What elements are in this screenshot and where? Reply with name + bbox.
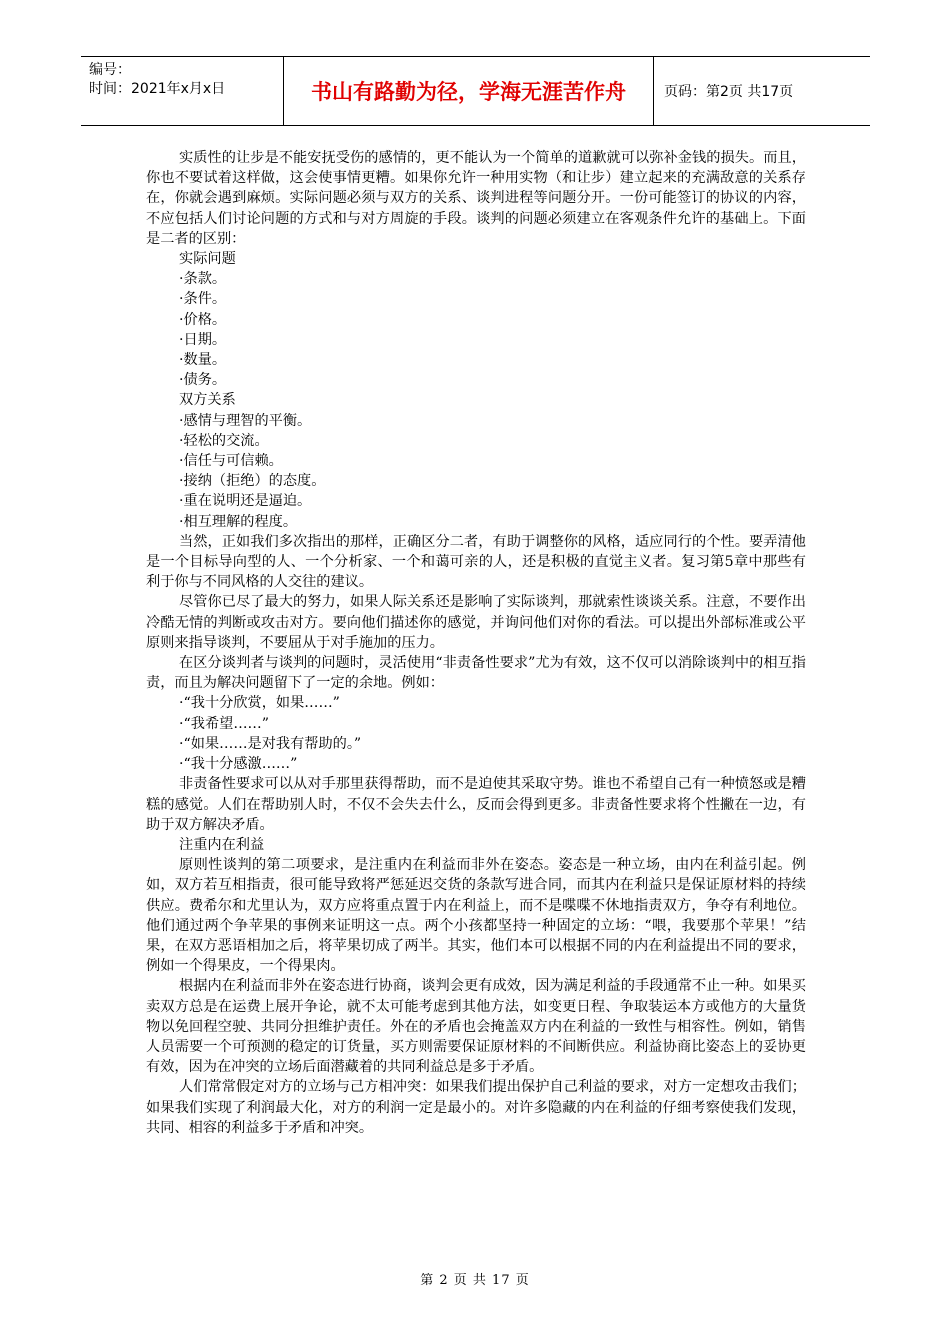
list-item: ·接纳（拒绝）的态度。 xyxy=(179,473,326,490)
list-item: ·条款。 xyxy=(179,271,227,288)
paragraph: 原则性谈判的第二项要求，是注重内在利益而非外在姿态。姿态是一种立场，由内在利益引起。例如，双方若互相指责，很可能导致将严惩延迟交货的条款写进合同，而其内在利益只是保证原材料的持续供应。费希尔和尤里认为，双方应将重点置于内在利益上，而不是喋喋不休地指责双方，争夺有利地位。他们通过两个争苹果的事例来证明这一点。两个小孩都坚持一种固定的立场：“喂，我要那个苹果！”结果，在双方恶语相加之后，将苹果切成了两半。其实，他们本可以根据不同的内在利益提出不同的要求，例如一个得果皮，一个得果肉。 xyxy=(146,857,806,975)
section-heading-practical: 实际问题 xyxy=(179,251,236,268)
list-item: ·价格。 xyxy=(179,311,227,328)
list-item: ·“如果……是对我有帮助的。” xyxy=(179,735,362,752)
list-item: ·“我十分感激……” xyxy=(179,756,298,773)
document-number-label: 编号： xyxy=(89,62,131,78)
paragraph: 根据内在利益而非外在姿态进行协商，谈判会更有成效，因为满足利益的手段通常不止一种。如果买卖双方总是在运费上展开争论，就不太可能考虑到其他方法，如变更日程、争取装运本方或他方的大量货物以免回程空驶、共同分担维护责任。外在的矛盾也会掩盖双方内在利益的一致性与相容性。例如，销售人员需要一个可预测的稳定的订货量，买方则需要保证原材料的不间断供应。利益协商比姿态上的妥协更有效，因为在冲突的立场后面潜藏着的共同利益总是多于矛盾。 xyxy=(146,978,806,1076)
list-item: ·重在说明还是逼迫。 xyxy=(179,493,312,510)
section-heading-relation: 双方关系 xyxy=(179,392,236,409)
document-date: 时间：2021年x月x日 xyxy=(89,81,226,97)
paragraph: 在区分谈判者与谈判的问题时，灵活使用“非责备性要求”尤为有效，这不仅可以消除谈判中的相互指责，而且为解决问题留下了一定的余地。例如： xyxy=(146,655,806,692)
list-item: ·债务。 xyxy=(179,372,227,389)
list-item: ·日期。 xyxy=(179,331,227,348)
list-item: ·条件。 xyxy=(179,291,227,308)
paragraph: 实质性的让步是不能安抚受伤的感情的，更不能认为一个简单的道歉就可以弥补金钱的损失。而且，你也不要试着这样做，这会使事情更糟。如果你允许一种用实物（和让步）建立起来的充满敌意的关系存在，你就会遇到麻烦。实际问题必须与双方的关系、谈判进程等问题分开。一份可能签订的协议的内容，不应包括人们讨论问题的方式和与对方周旋的手段。谈判的问题必须建立在客观条件允许的基础上。下面是二者的区别： xyxy=(146,150,806,247)
document-body xyxy=(146,148,806,1138)
list-item: ·感情与理智的平衡。 xyxy=(179,412,312,429)
header-motto: 书山有路勤为径，学海无涯苦作舟 xyxy=(284,57,654,125)
page-header xyxy=(81,56,870,126)
paragraph: 尽管你已尽了最大的努力，如果人际关系还是影响了实际谈判，那就索性谈谈关系。注意，不要作出冷酷无情的判断或攻击对方。要向他们描述你的感觉，并询问他们对你的看法。可以提出外部标准或公平原则来指导谈判，不要屈从于对手施加的压力。 xyxy=(146,594,806,651)
paragraph: 人们常常假定对方的立场与己方相冲突：如果我们提出保护自己利益的要求，对方一定想攻击我们；如果我们实现了利润最大化，对方的利润一定是最小的。对许多隐藏的内在利益的仔细考察使我们发现，共同、相容的利益多于矛盾和冲突。 xyxy=(146,1079,806,1136)
paragraph: 当然，正如我们多次指出的那样，正确区分二者，有助于调整你的风格，适应同行的个性。要弄清他是一个目标导向型的人、一个分析家、一个和蔼可亲的人，还是积极的直觉主义者。复习第5章中那些有利于你与不同风格的人交往的建议。 xyxy=(146,533,806,591)
page-footer: 第 2 页 共 17 页 xyxy=(420,1273,530,1288)
list-item: ·“我希望……” xyxy=(179,715,269,732)
list-item: ·数量。 xyxy=(179,352,227,369)
header-meta xyxy=(81,57,284,125)
header-page-info: 页码：第2页 共17页 xyxy=(664,84,794,100)
list-item: ·信任与可信赖。 xyxy=(179,453,283,470)
list-item: ·轻松的交流。 xyxy=(179,432,269,449)
list-item: ·相互理解的程度。 xyxy=(179,513,298,530)
list-item: ·“我十分欣赏，如果……” xyxy=(179,695,340,712)
section-heading-interest: 注重内在利益 xyxy=(179,836,265,853)
paragraph: 非责备性要求可以从对手那里获得帮助，而不是迫使其采取守势。谁也不希望自己有一种愤怒或是糟糕的感觉。人们在帮助别人时，不仅不会失去什么，反而会得到更多。非责备性要求将个性撇在一边，有助于双方解决矛盾。 xyxy=(146,776,806,833)
